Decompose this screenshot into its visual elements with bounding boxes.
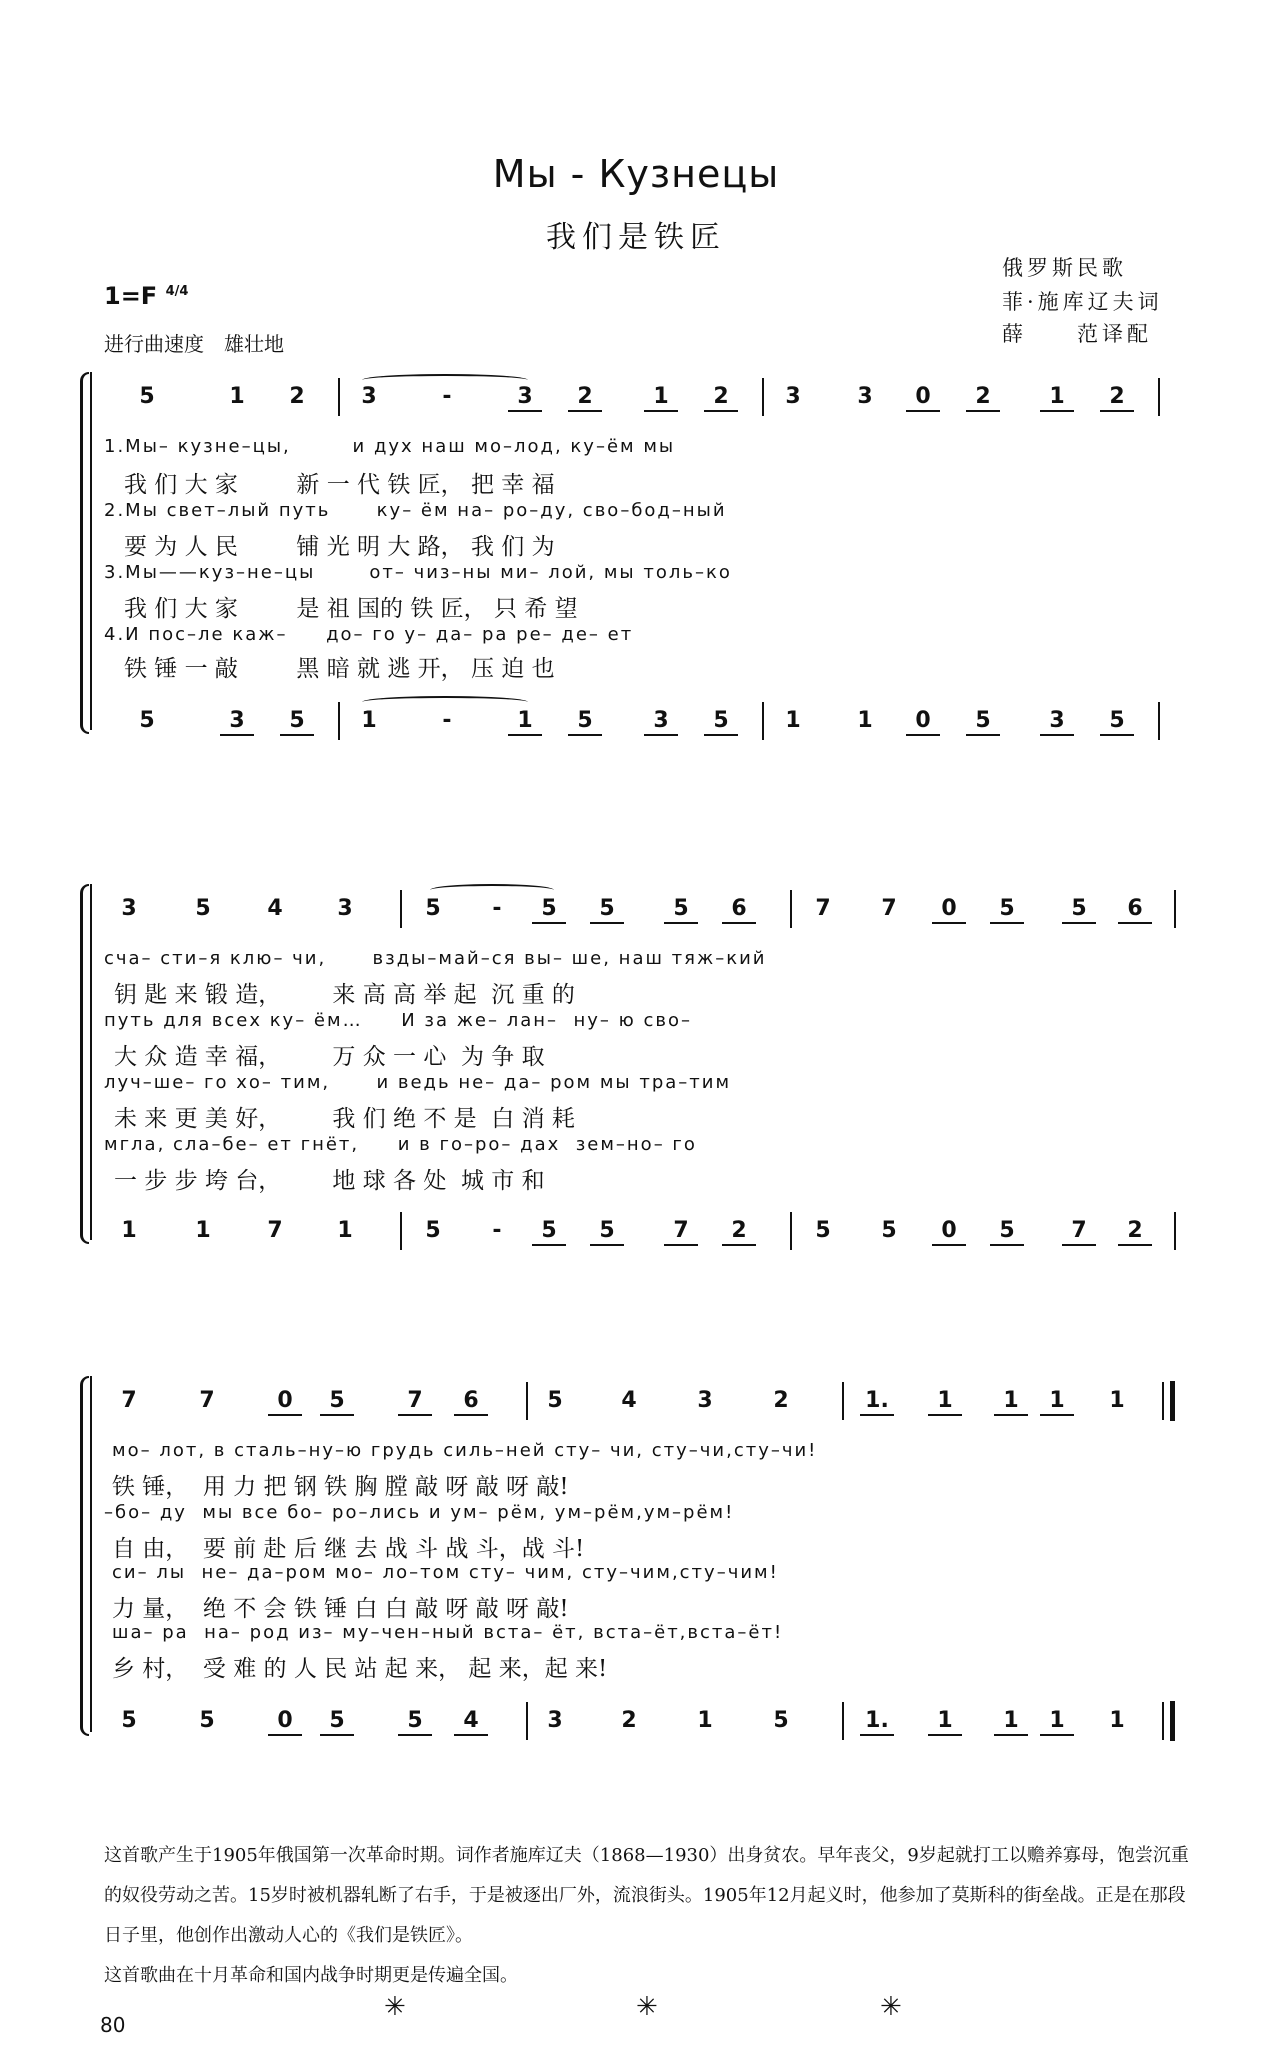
note: 1 [697, 1708, 713, 1733]
key-signature [104, 282, 188, 310]
note: 1 [994, 1388, 1028, 1416]
note: 4 [621, 1388, 637, 1413]
barline [526, 1702, 528, 1740]
system-line [90, 884, 92, 1240]
note: 5 [590, 896, 624, 924]
note: 3 [508, 384, 542, 412]
note: 5 [320, 1388, 354, 1416]
lyric-line-ru-verse4: ша– ра на– род из– му–чен–ный вста– ёт, вста–ёт,вста–ёт! [112, 1622, 784, 1643]
note: 1 [994, 1708, 1028, 1736]
note: - [442, 708, 452, 733]
lyric-line-ru-verse1: 1.Мы– кузне–цы, и дух наш мо–лод, ку–ём мы [104, 436, 676, 457]
barline [762, 702, 764, 740]
note: 2 [704, 384, 738, 412]
lyric-line-ru-verse3: си– лы не– да–ром мо– ло–том сту– чим, сту–чим,сту–чим! [112, 1562, 779, 1583]
lyric-line-ru-verse3: луч–ше– го хо– тим, и ведь не– да– ром мы тра–тим [104, 1072, 732, 1093]
note: 1 [1040, 384, 1074, 412]
barline [790, 890, 792, 928]
page-number: 80 [100, 2013, 126, 2037]
note: - [492, 1218, 502, 1243]
lyric-line-cn-verse2: 大 众 造 幸 福， 万 众 一 心 为 争 取 [114, 1044, 545, 1070]
note: 1 [337, 1218, 353, 1243]
note: 2 [773, 1388, 789, 1413]
note: 2 [621, 1708, 637, 1733]
note: 5 [139, 708, 155, 733]
note: 5 [320, 1708, 354, 1736]
note: 5 [704, 708, 738, 736]
note: 2 [966, 384, 1000, 412]
lyric-line-ru-verse4: 4.И пос–ле каж– до– го у– да– ра ре– де– ет [104, 624, 634, 645]
note: 1 [195, 1218, 211, 1243]
lyric-line-cn-verse2: 要 为 人 民 铺 光 明 大 路， 我 们 为 [124, 534, 555, 560]
note: 5 [547, 1388, 563, 1413]
note: 0 [906, 708, 940, 736]
barline [338, 702, 340, 740]
barline [338, 378, 340, 416]
note: 1 [928, 1708, 962, 1736]
note: 1 [1109, 1708, 1125, 1733]
note: 0 [268, 1388, 302, 1416]
note: 5 [990, 896, 1024, 924]
note: 6 [722, 896, 756, 924]
note: 5 [966, 708, 1000, 736]
lyric-line-cn-verse1: 钥 匙 来 锻 造， 来 高 高 举 起 沉 重 的 [114, 982, 575, 1008]
song-subtitle: 我们是铁匠 [546, 220, 726, 255]
note: - [492, 896, 502, 921]
lyric-line-ru-verse2: путь для всех ку– ём… И за же– лан– ну– ю сво– [104, 1010, 692, 1031]
note: 5 [1100, 708, 1134, 736]
note: 5 [532, 1218, 566, 1246]
note: 7 [398, 1388, 432, 1416]
tie-arc [362, 374, 528, 386]
barline [842, 1702, 844, 1740]
lyric-line-ru-verse1: сча– сти–я клю– чи, взды–май–ся вы– ше, наш тяж–кий [104, 948, 767, 969]
note: 6 [1118, 896, 1152, 924]
note: 1 [644, 384, 678, 412]
tempo-marking: 进行曲速度 雄壮地 [104, 332, 284, 356]
lyric-line-ru-verse2: –бо– ду мы все бо– ро–лись и ум– рём, ум–рём,ум–рём! [104, 1502, 735, 1523]
barline [1174, 890, 1176, 928]
note: 1. [860, 1388, 894, 1416]
note: 3 [697, 1388, 713, 1413]
note: 3 [547, 1708, 563, 1733]
note: 7 [199, 1388, 215, 1413]
note: 5 [280, 708, 314, 736]
lyric-line-cn-verse3: 我 们 大 家 是 祖 国的 铁 匠， 只 希 望 [124, 596, 578, 622]
song-title: Мы - Кузнецы [492, 152, 780, 196]
note: 1 [1040, 1388, 1074, 1416]
system-brace [80, 1376, 89, 1736]
note: 7 [267, 1218, 283, 1243]
note: 1. [860, 1708, 894, 1736]
barline [1162, 1702, 1164, 1740]
final-barline [1170, 1381, 1175, 1421]
note: 3 [785, 384, 801, 409]
note: 1 [121, 1218, 137, 1243]
lyric-line-cn-verse1: 我 们 大 家 新 一 代 铁 匠， 把 幸 福 [124, 472, 555, 498]
note: 5 [398, 1708, 432, 1736]
note: 5 [425, 896, 441, 921]
note: 4 [267, 896, 283, 921]
lyric-line-ru-verse4: мгла, сла–бе– ет гнёт, и в го–ро– дах зем–но– го [104, 1134, 697, 1155]
note: 3 [220, 708, 254, 736]
note: 7 [664, 1218, 698, 1246]
note: 7 [881, 896, 897, 921]
note: 0 [932, 1218, 966, 1246]
barline [400, 890, 402, 928]
lyric-line-ru-verse2: 2.Мы свет–лый путь ку– ём на– ро–ду, сво–бод–ный [104, 500, 727, 521]
note: 1 [508, 708, 542, 736]
barline [1158, 702, 1160, 740]
barline [790, 1212, 792, 1250]
note: 5 [1062, 896, 1096, 924]
note: 5 [199, 1708, 215, 1733]
note: 1 [928, 1388, 962, 1416]
note: 1 [361, 708, 377, 733]
note: 7 [1062, 1218, 1096, 1246]
note: 6 [454, 1388, 488, 1416]
lyric-line-cn-verse4: 铁 锤 一 敲 黑 暗 就 逃 开， 压 迫 也 [124, 656, 555, 682]
lyric-line-cn-verse1: 铁 锤， 用 力 把 钢 铁 胸 膛 敲 呀 敲 呀 敲! [112, 1474, 569, 1500]
note: 2 [289, 384, 305, 409]
system-brace [80, 372, 89, 734]
credit-translator: 薛 范译配 [1002, 322, 1152, 346]
footnote-paragraph-2: 这首歌曲在十月革命和国内战争时期更是传遍全国。 [104, 1965, 518, 1986]
barline [400, 1212, 402, 1250]
note: 0 [268, 1708, 302, 1736]
note: 1 [229, 384, 245, 409]
credit-lyricist: 菲·施库辽夫词 [1002, 290, 1163, 314]
note: 1 [785, 708, 801, 733]
star-icon: ✳ [384, 1992, 406, 2022]
note: 7 [815, 896, 831, 921]
note: 2 [1118, 1218, 1152, 1246]
note: 5 [532, 896, 566, 924]
note: 2 [568, 384, 602, 412]
note: 1 [1040, 1708, 1074, 1736]
note: 5 [425, 1218, 441, 1243]
star-icon: ✳ [880, 1992, 902, 2022]
note: 2 [722, 1218, 756, 1246]
note: 1 [1109, 1388, 1125, 1413]
barline [1162, 1382, 1164, 1420]
tie-arc [362, 696, 528, 708]
lyric-line-ru-verse1: мо– лот, в сталь–ну–ю грудь силь–ней сту– чи, сту–чи,сту–чи! [112, 1440, 818, 1461]
barline [842, 1382, 844, 1420]
note: 7 [121, 1388, 137, 1413]
tie-arc [430, 884, 554, 896]
lyric-line-cn-verse4: 乡 村， 受 难 的 人 民 站 起 来， 起 来，起 来! [112, 1656, 608, 1682]
barline [762, 378, 764, 416]
credit-origin: 俄罗斯民歌 [1002, 256, 1127, 280]
barline [526, 1382, 528, 1420]
note: 5 [664, 896, 698, 924]
note: - [442, 384, 452, 409]
note: 5 [121, 1708, 137, 1733]
barline [1158, 378, 1160, 416]
note: 5 [773, 1708, 789, 1733]
lyric-line-cn-verse3: 力 量， 绝 不 会 铁 锤 白 白 敲 呀 敲 呀 敲! [112, 1596, 569, 1622]
final-barline [1170, 1701, 1175, 1741]
note: 3 [857, 384, 873, 409]
lyric-line-cn-verse3: 未 来 更 美 好， 我 们 绝 不 是 白 消 耗 [114, 1106, 575, 1132]
lyric-line-cn-verse4: 一 步 步 垮 台， 地 球 各 处 城 市 和 [114, 1168, 545, 1194]
star-icon: ✳ [636, 1992, 658, 2022]
note: 3 [337, 896, 353, 921]
note: 5 [568, 708, 602, 736]
system-brace [80, 884, 89, 1244]
note: 3 [121, 896, 137, 921]
note: 2 [1100, 384, 1134, 412]
system-line [90, 1376, 92, 1732]
note: 5 [881, 1218, 897, 1243]
note: 5 [139, 384, 155, 409]
note: 1 [857, 708, 873, 733]
note: 4 [454, 1708, 488, 1736]
note: 5 [815, 1218, 831, 1243]
note: 0 [906, 384, 940, 412]
note: 0 [932, 896, 966, 924]
footnote-paragraph-1: 这首歌产生于1905年俄国第一次革命时期。词作者施库辽夫（1868—1930）出身贫农。早年丧父，9岁起就打工以赡养寡母，饱尝沉重的奴役劳动之苦。15岁时被机器轧断了右手，于是被逐出厂外，流浪街头。1905年12月起义时，他参加了莫斯科的街垒战。正是在那段日子里，他创作出激动人心的《我们是铁匠》。 [104, 1845, 1189, 1946]
note: 3 [361, 384, 377, 409]
barline [1174, 1212, 1176, 1250]
lyric-line-ru-verse3: 3.Мы——куз–не–цы от– чиз–ны ми– лой, мы толь–ко [104, 562, 732, 583]
note: 5 [990, 1218, 1024, 1246]
system-line [90, 372, 92, 730]
note: 3 [644, 708, 678, 736]
time-signature: 4/4 [165, 284, 189, 299]
lyric-line-cn-verse2: 自 由， 要 前 赴 后 继 去 战 斗 战 斗，战 斗! [112, 1536, 585, 1562]
key-label: 1=F [104, 282, 158, 310]
note: 3 [1040, 708, 1074, 736]
note: 5 [590, 1218, 624, 1246]
note: 5 [195, 896, 211, 921]
